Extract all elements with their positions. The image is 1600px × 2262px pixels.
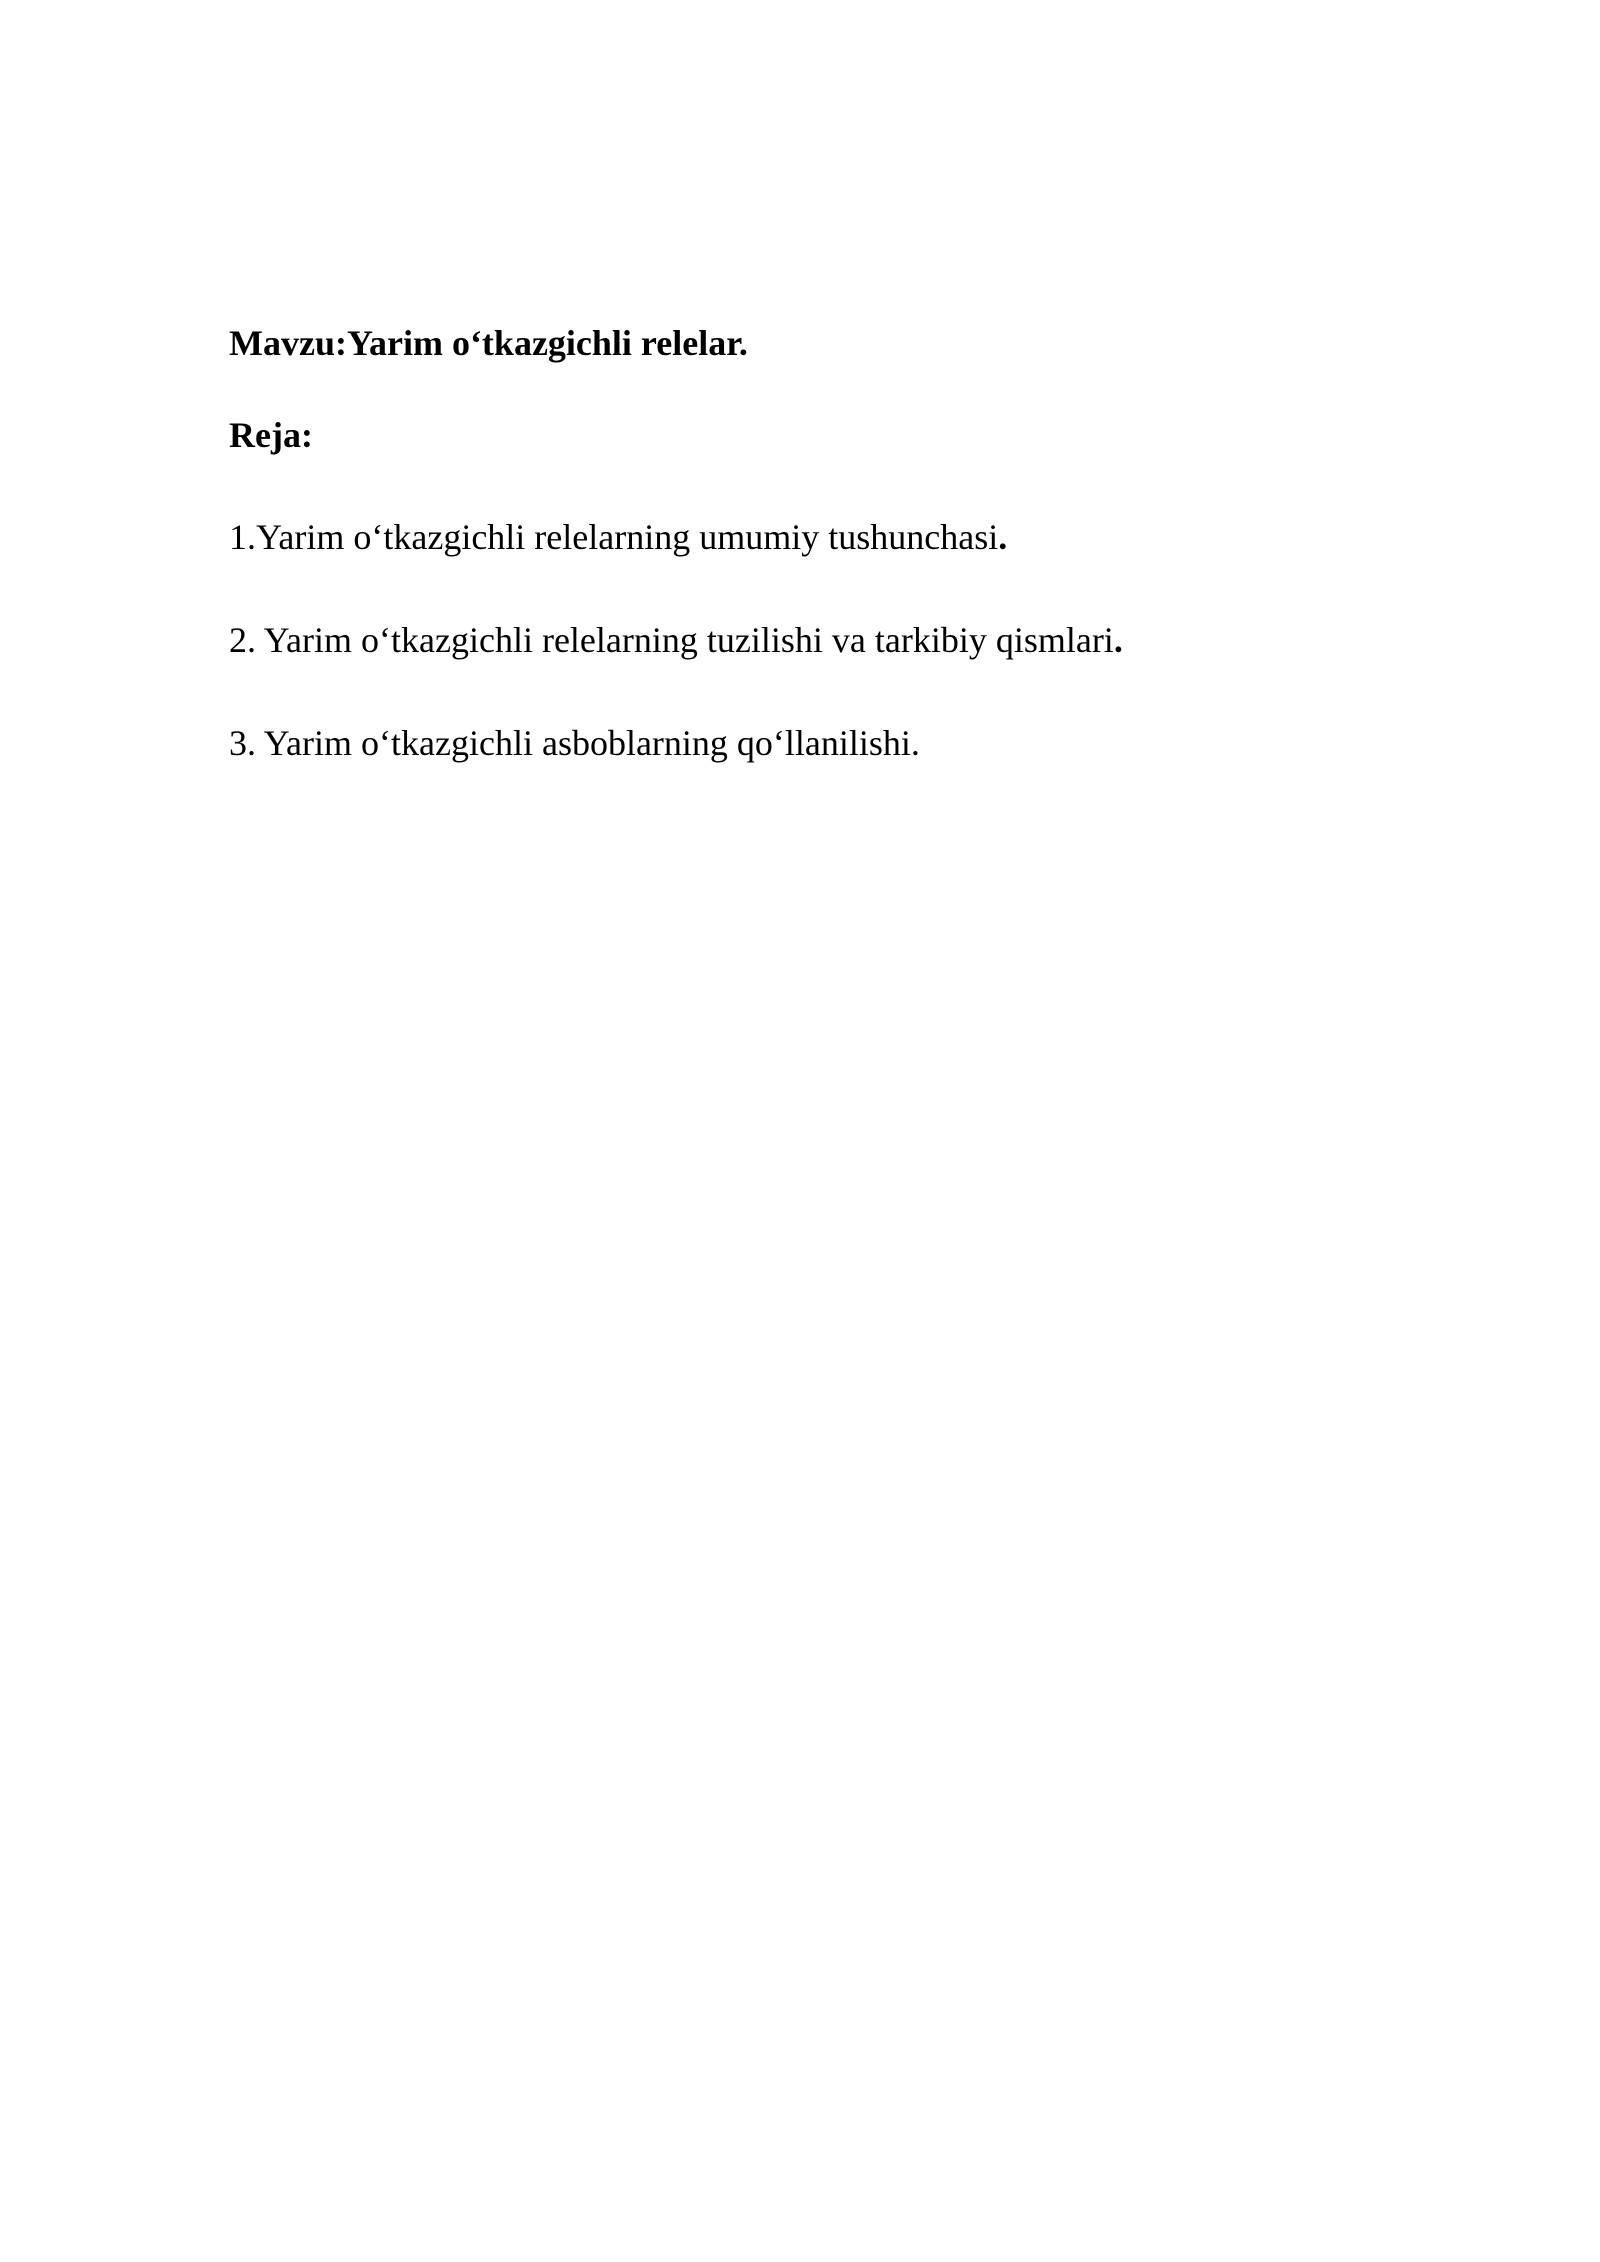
- plan-item-text: 3. Yarim o‘tkazgichli asboblarning qo‘llanilishi.: [229, 723, 920, 763]
- plan-item-1: [229, 512, 1379, 562]
- plan-item-text: 1.Yarim o‘tkazgichli relelarning umumiy tushunchasi: [229, 517, 999, 557]
- document-content: [229, 318, 1379, 821]
- plan-item-2: [229, 615, 1379, 665]
- plan-list: [229, 512, 1379, 768]
- plan-heading: Reja:: [229, 415, 313, 455]
- plan-item-end: .: [998, 517, 1008, 557]
- page-title: Mavzu:Yarim o‘tkazgichli relelar.: [229, 323, 748, 363]
- plan-item-end: .: [1113, 620, 1123, 660]
- plan-item-3: [229, 718, 1379, 768]
- plan-item-text: 2. Yarim o‘tkazgichli relelarning tuzilishi va tarkibiy qismlari: [229, 620, 1114, 660]
